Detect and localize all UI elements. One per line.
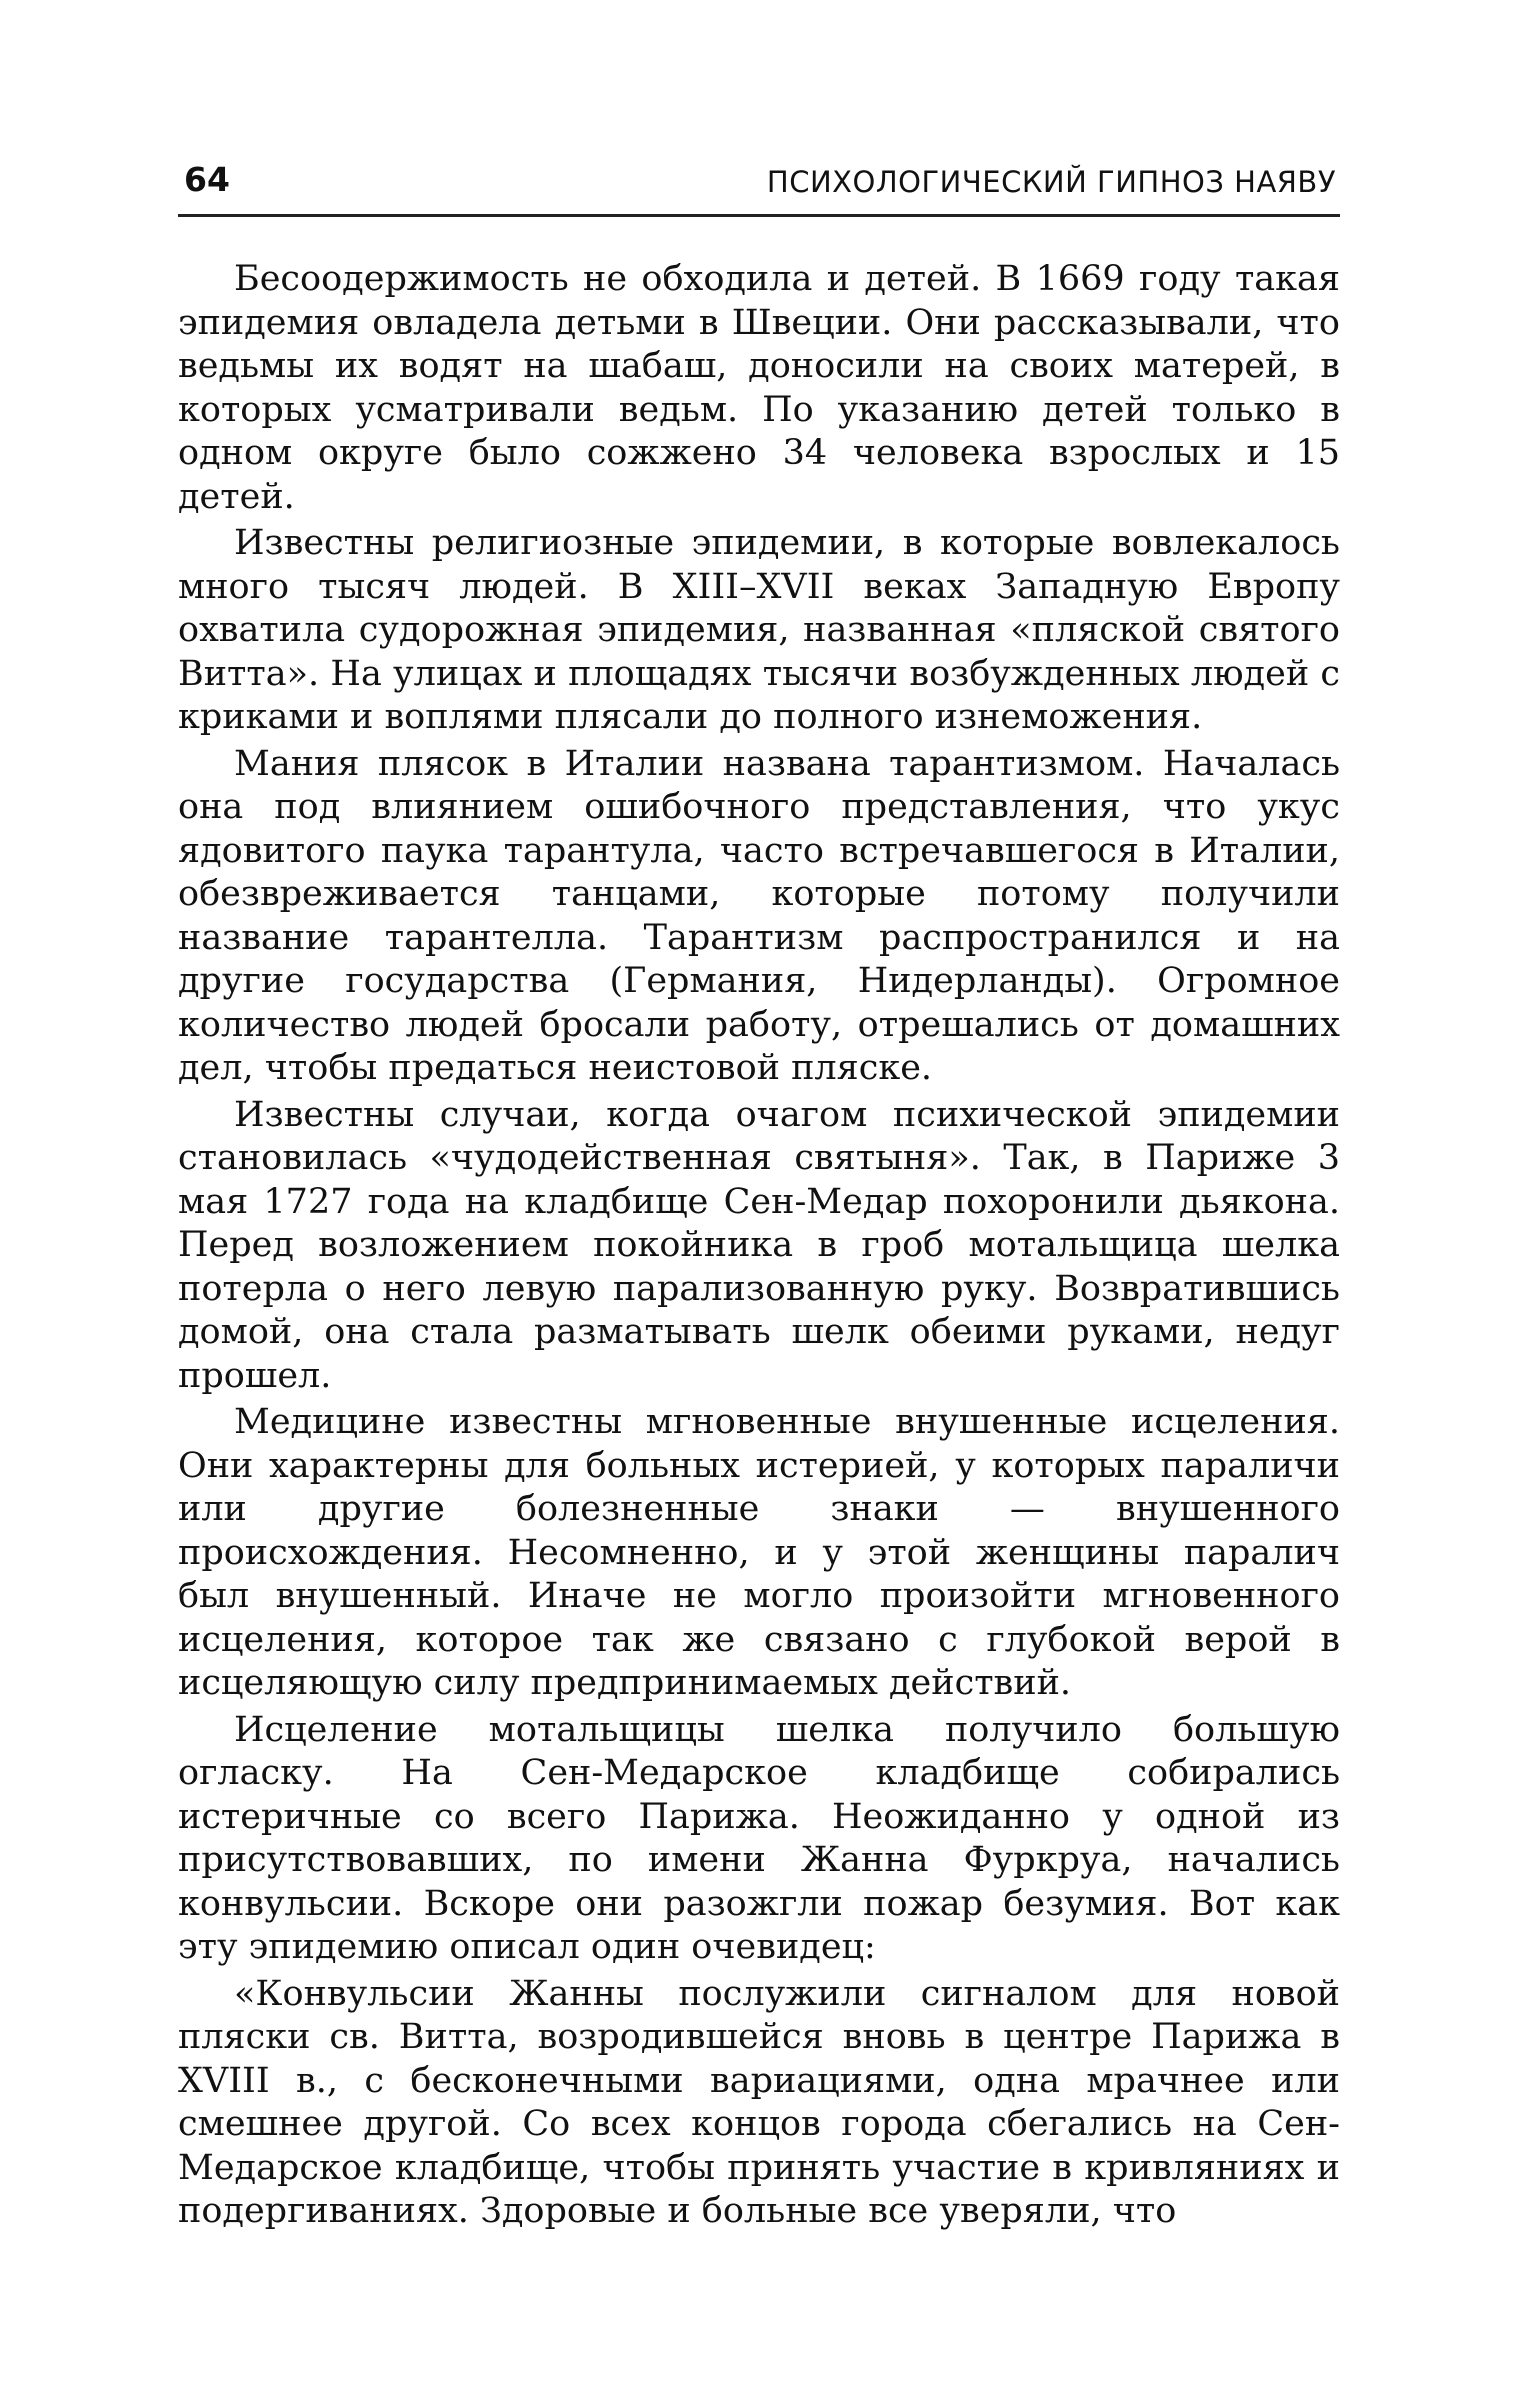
- running-title: ПСИХОЛОГИЧЕСКИЙ ГИПНОЗ НАЯВУ: [766, 165, 1336, 199]
- page-header: [178, 150, 1340, 210]
- header-divider: [178, 214, 1340, 217]
- paragraph-3: Мания плясок в Италии названа тарантизмом. Началась она под влиянием ошибочного представления, что укус ядовитого паука тарантула, часто встречавшегося в Италии, обезвреживается танцами, которые потому получили название тарантелла. Тарантизм распространился и на другие государства (Германия, Нидерланды). Огромное количество людей бросали работу, отрешались от домашних дел, чтобы предаться неистовой пляске.: [178, 743, 1340, 1088]
- paragraph-1: Бесоодержимость не обходила и детей. В 1669 году такая эпидемия овладела детьми в Швеции. Они рассказывали, что ведьмы их водят на шабаш, доносили на своих матерей, в которых усматривали ведьм. По указанию детей только в одном округе было сожжено 34 человека взрослых и 15 детей.: [178, 259, 1340, 517]
- paragraph-2: Известны религиозные эпидемии, в которые вовлекалось много тысяч людей. В XIII–XVII веках Западную Европу охватила судорожная эпидемия, названная «пляской святого Витта». На улицах и площадях тысячи возбужденных людей с криками и воплями плясали до полного изнеможения.: [178, 523, 1340, 737]
- paragraph-5: Медицине известны мгновенные внушенные исцеления. Они характерны для больных истерией, у которых параличи или другие болезненные знаки — внушенного происхождения. Несомненно, и у этой женщины паралич был внушенный. Иначе не могло произойти мгновенного исцеления, которое так же связано с глубокой верой в исцеляющую силу предпринимаемых действий.: [178, 1402, 1340, 1703]
- paragraph-6: Исцеление мотальщицы шелка получило большую огласку. На Сен-Медарское кладбище собирались истеричные со всего Парижа. Неожиданно у одной из присутствовавших, по имени Жанна Фуркруа, начались конвульсии. Вскоре они разожгли пожар безумия. Вот как эту эпидемию описал один очевидец:: [178, 1709, 1340, 1967]
- paragraph-7: «Конвульсии Жанны послужили сигналом для новой пляски св. Витта, возродившейся вновь в центре Парижа в XVIII в., с бесконечными вариациями, одна мрачнее или смешнее другой. Со всех концов города сбегались на Сен-Медарское кладбище, чтобы принять участие в кривляниях и подергиваниях. Здоровые и больные все уверяли, что: [178, 1973, 1340, 2231]
- page-number: 64: [184, 160, 230, 199]
- paragraph-4: Известны случаи, когда очагом психической эпидемии становилась «чудодейственная святыня». Так, в Париже 3 мая 1727 года на кладбище Сен-Медар похоронили дьякона. Перед возложением покойника в гроб мотальщица шелка потерла о него левую парализованную руку. Возвратившись домой, она стала разматывать шелк обеими руками, недуг прошел.: [178, 1094, 1340, 1396]
- body-text: [178, 258, 1340, 2237]
